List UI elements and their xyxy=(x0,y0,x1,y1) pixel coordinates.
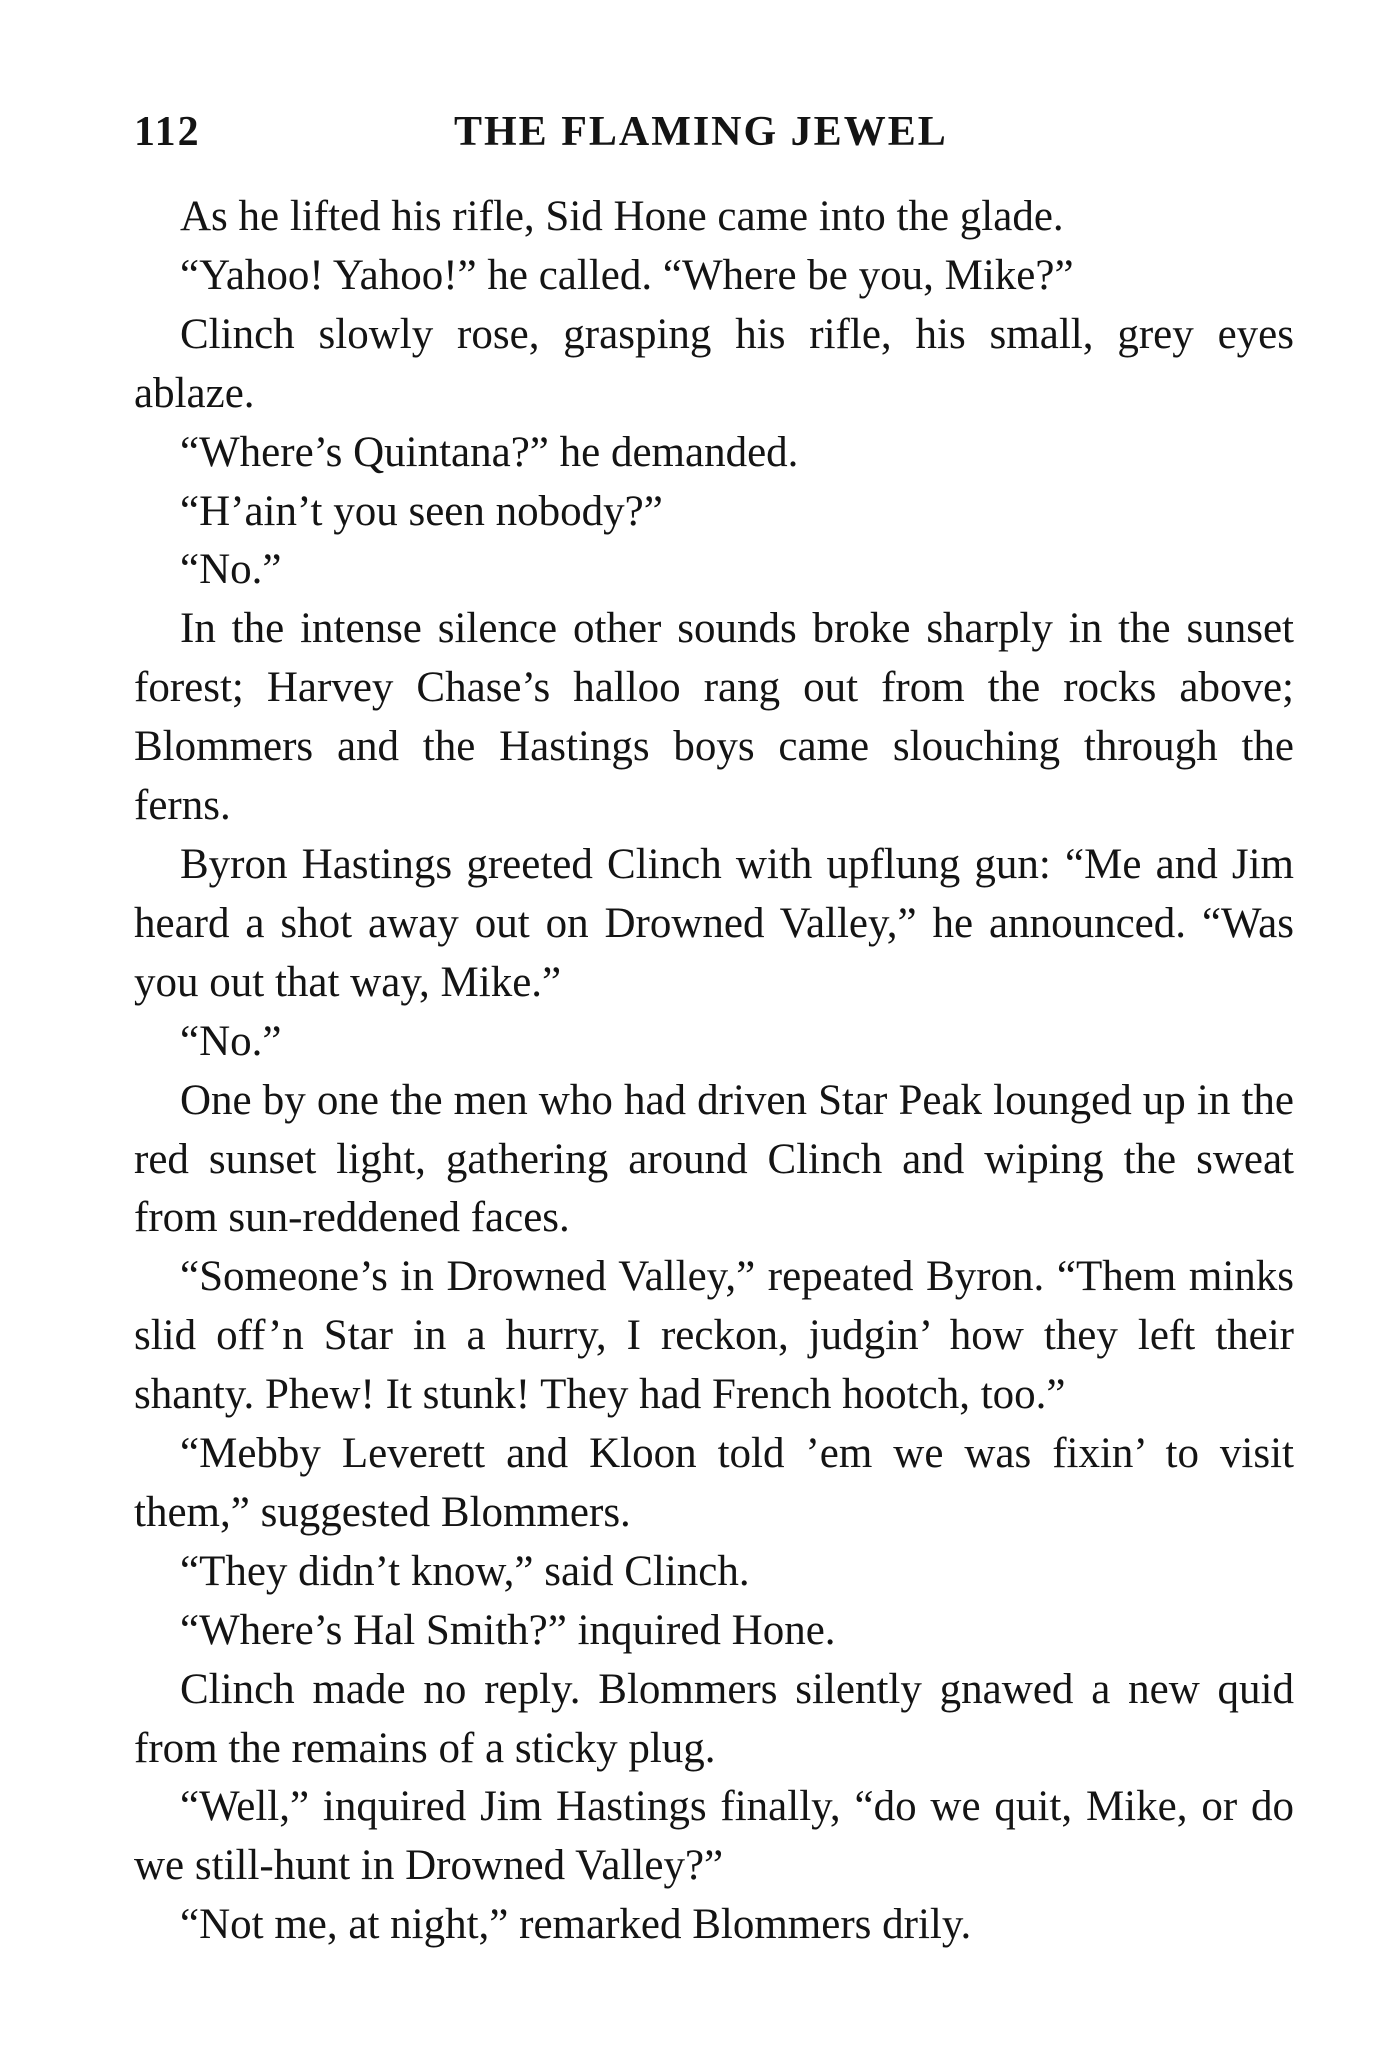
running-title: THE FLAMING JEWEL xyxy=(454,109,948,155)
paragraph: “Yahoo! Yahoo!” he called. “Where be you, Mike?” xyxy=(180,251,1074,299)
paragraph: “Where’s Quintana?” he demanded. xyxy=(180,428,799,476)
paragraph: “Where’s Hal Smith?” inquired Hone. xyxy=(180,1606,836,1654)
paragraph: “No.” xyxy=(180,546,282,594)
body-text xyxy=(134,188,1294,1955)
paragraph: In the intense silence other sounds broke sharply in the sunset forest; Harvey Chase’s halloo rang out from the rocks above; Blommers and the Hastings boys came slouching through the ferns. xyxy=(134,605,1294,830)
paragraph: “They didn’t know,” said Clinch. xyxy=(180,1547,750,1595)
paragraph: Clinch slowly rose, grasping his rifle, his small, grey eyes ablaze. xyxy=(134,310,1294,417)
paragraph: Clinch made no reply. Blommers silently gnawed a new quid from the remains of a sticky plug. xyxy=(134,1665,1294,1772)
paragraph: One by one the men who had driven Star Peak lounged up in the red sunset light, gathering around Clinch and wiping the sweat from sun-reddened faces. xyxy=(134,1076,1294,1242)
paragraph: “H’ain’t you seen nobody?” xyxy=(180,487,663,535)
page-number: 112 xyxy=(134,109,201,155)
paragraph: “No.” xyxy=(180,1017,282,1065)
paragraph: As he lifted his rifle, Sid Hone came into the glade. xyxy=(180,193,1064,240)
paragraph: “Well,” inquired Jim Hastings finally, “do we quit, Mike, or do we still-hunt in Drowned Valley?” xyxy=(134,1783,1294,1890)
paragraph: “Not me, at night,” remarked Blommers drily. xyxy=(180,1901,972,1949)
running-head xyxy=(134,108,1294,168)
paragraph: “Someone’s in Drowned Valley,” repeated Byron. “Them minks slid off’n Star in a hurry, I reckon, judgin’ how they left their shanty. Phew! It stunk! They had French hootch, too.” xyxy=(134,1253,1294,1419)
paragraph: Byron Hastings greeted Clinch with upflung gun: “Me and Jim heard a shot away out on Drowned Valley,” he announced. “Was you out that way, Mike.” xyxy=(134,840,1294,1006)
paragraph: “Mebby Leverett and Kloon told ’em we was fixin’ to visit them,” suggested Blommers. xyxy=(134,1430,1294,1536)
